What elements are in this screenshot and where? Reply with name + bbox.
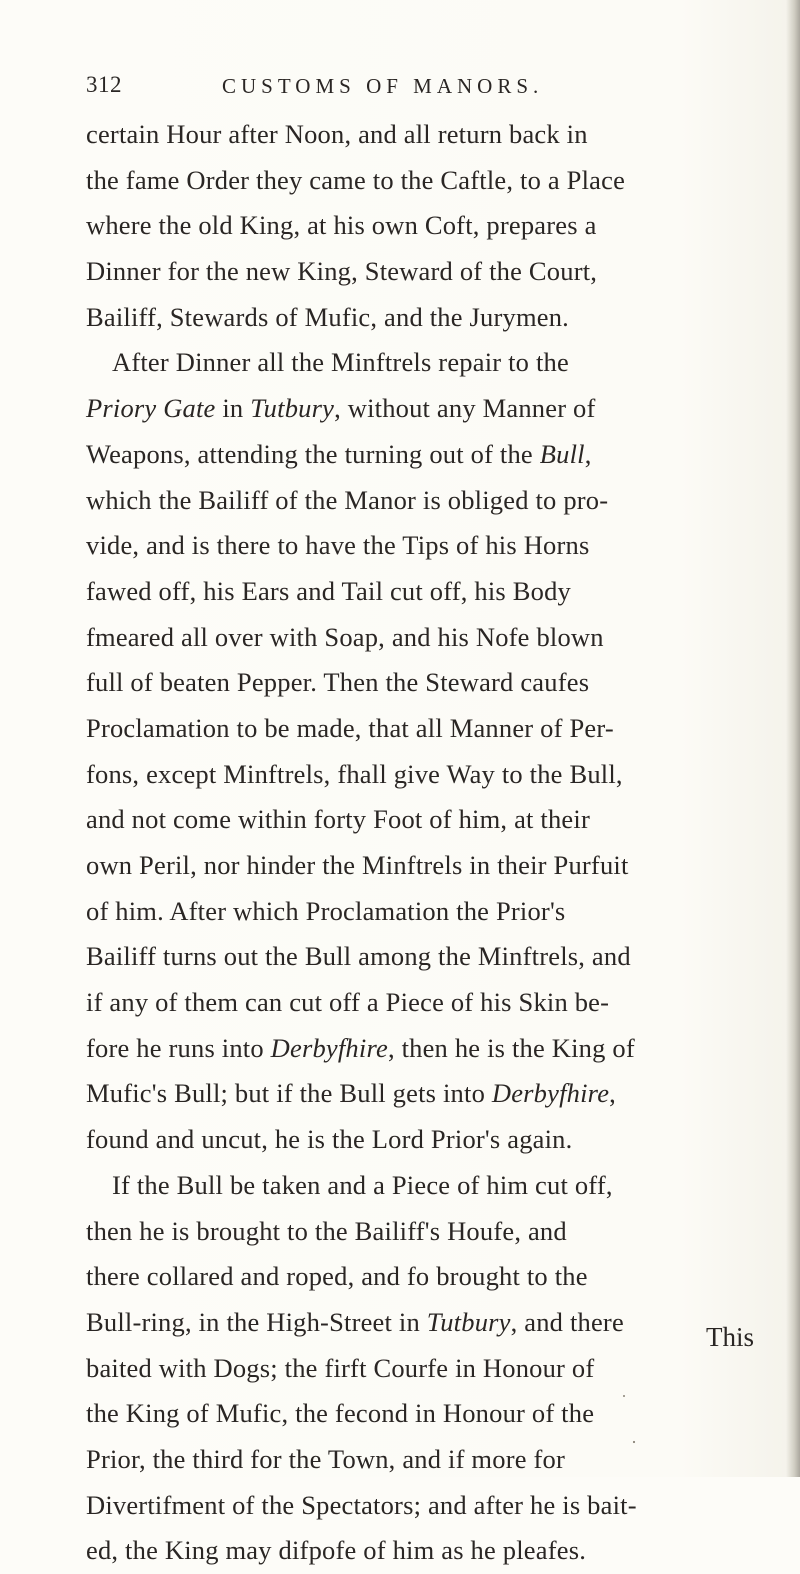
text-run: ed, the King may difpofe of him as he pleafes.: [86, 1535, 587, 1566]
page-number: 312: [86, 72, 122, 97]
text-run: Bailiff, Stewards of Mufic, and the Jurymen.: [86, 301, 570, 332]
text-line: [86, 523, 766, 569]
text-run: , without any Manner of: [334, 393, 596, 424]
text-line: [86, 797, 766, 843]
text-line: [86, 615, 766, 661]
page-header: [86, 72, 706, 112]
italic-run: Derbyfhire: [491, 1078, 610, 1109]
body-text: [86, 112, 766, 1574]
text-run: where the old King, at his own Coft, prepares a: [86, 210, 597, 241]
text-run: ,: [584, 438, 592, 469]
text-line: [86, 1117, 766, 1163]
italic-run: Tutbury: [426, 1306, 511, 1337]
text-run: Bailiff turns out the Bull among the Minftrels, and: [86, 941, 631, 972]
text-run: baited with Dogs; the firft Courfe in Honour of: [86, 1352, 595, 1383]
page-edge-shadow: [786, 0, 800, 1477]
text-run: full of beaten Pepper. Then the Steward caufes: [86, 667, 590, 698]
text-run: If the Bull be taken and a Piece of him cut off,: [112, 1169, 613, 1200]
text-run: then he is brought to the Bailiff's Houfe, and: [86, 1215, 567, 1246]
text-line: [86, 1483, 766, 1529]
text-run: of him. After which Proclamation the Prior's: [86, 895, 566, 926]
text-line: [86, 1163, 766, 1209]
text-line: [86, 249, 766, 295]
text-run: ,: [609, 1078, 616, 1109]
text-line: [86, 1528, 766, 1574]
text-run: Proclamation to be made, that all Manner of Per-: [86, 712, 614, 743]
italic-run: Bull: [539, 438, 585, 469]
text-line: [86, 1026, 766, 1072]
text-run: Mufic's Bull; but if the Bull gets into: [86, 1078, 492, 1109]
text-run: found and uncut, he is the Lord Prior's again.: [86, 1124, 573, 1155]
text-line: [86, 980, 766, 1026]
text-line: [86, 752, 766, 798]
text-run: vide, and is there to have the Tips of his Horns: [86, 530, 590, 561]
text-run: After Dinner all the Minftrels repair to the: [112, 347, 569, 378]
text-line: [86, 1254, 766, 1300]
text-run: Prior, the third for the Town, and if more for: [86, 1443, 566, 1474]
text-line: [86, 203, 766, 249]
text-line: [86, 386, 766, 432]
text-line: [86, 934, 766, 980]
text-line: [86, 478, 766, 524]
text-line: [86, 706, 766, 752]
catchword: This: [706, 1322, 755, 1352]
text-run: , and there: [510, 1306, 624, 1337]
paper-specks: [620, 1390, 640, 1450]
running-head: CUSTOMS OF MANORS.: [222, 74, 544, 98]
text-run: Divertifment of the Spectators; and after he is bait-: [86, 1489, 637, 1520]
text-line: [86, 1346, 766, 1392]
text-run: Dinner for the new King, Steward of the Court,: [86, 256, 598, 287]
text-line: [86, 1300, 766, 1346]
text-line: [86, 1391, 766, 1437]
text-line: [86, 1071, 766, 1117]
text-line: [86, 432, 766, 478]
text-line: [86, 889, 766, 935]
text-line: [86, 1437, 766, 1483]
text-line: [86, 843, 766, 889]
text-line: [86, 660, 766, 706]
text-line: [86, 340, 766, 386]
text-run: own Peril, nor hinder the Minftrels in their Purfuit: [86, 850, 629, 880]
text-run: certain Hour after Noon, and all return back in: [86, 119, 588, 149]
text-run: the King of Mufic, the fecond in Honour of the: [86, 1398, 595, 1429]
text-run: fore he runs into: [86, 1032, 271, 1063]
text-run: Weapons, attending the turning out of the: [86, 438, 540, 469]
italic-run: Derbyfhire: [270, 1032, 388, 1063]
text-run: fmeared all over with Soap, and his Nofe blown: [86, 621, 604, 652]
text-run: , then he is the King of: [387, 1032, 635, 1063]
italic-run: Priory Gate: [86, 393, 216, 424]
text-run: fons, except Minftrels, fhall give Way to the Bull,: [86, 758, 623, 789]
text-line: [86, 1209, 766, 1255]
text-run: if any of them can cut off a Piece of his Skin be-: [86, 987, 610, 1018]
text-line: [86, 158, 766, 204]
text-run: fawed off, his Ears and Tail cut off, his Body: [86, 575, 571, 606]
text-line: [86, 295, 766, 341]
text-line: [86, 112, 766, 158]
text-run: Bull-ring, in the High-Street in: [86, 1306, 427, 1337]
text-run: there collared and roped, and fo brought to the: [86, 1261, 588, 1292]
text-line: [86, 569, 766, 615]
text-run: and not come within forty Foot of him, at their: [86, 804, 590, 835]
italic-run: Tutbury: [250, 393, 335, 424]
text-run: the fame Order they came to the Caftle, to a Place: [86, 164, 626, 195]
text-run: in: [215, 393, 251, 424]
text-run: which the Bailiff of the Manor is obliged to pro-: [86, 484, 609, 515]
